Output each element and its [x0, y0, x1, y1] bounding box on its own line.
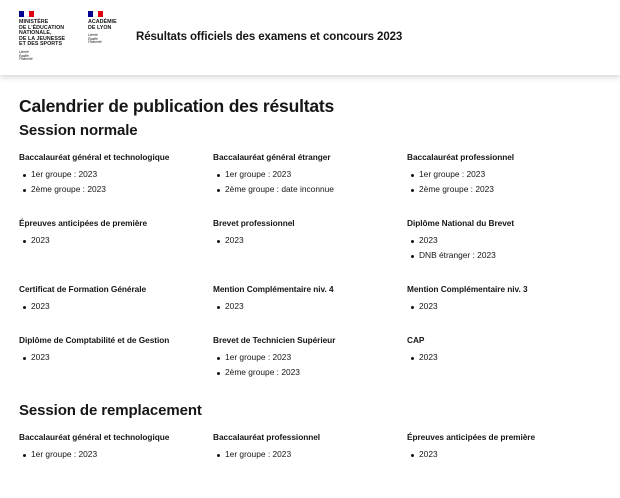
result-item: 1er groupe : 2023 [19, 167, 213, 182]
exam-grid [19, 152, 609, 401]
exam-name: Mention Complémentaire niv. 3 [407, 284, 528, 294]
exam-name: Baccalauréat général et technologique [19, 432, 170, 442]
result-list [407, 299, 601, 314]
ministere-logo[interactable] [19, 11, 79, 62]
exam-name: Baccalauréat général et technologique [19, 152, 170, 162]
result-list [213, 447, 407, 462]
result-item: 2023 [407, 299, 601, 314]
session-title: Session de remplacement [19, 402, 202, 419]
result-item: 1er groupe : 2023 [213, 350, 407, 365]
page-title: Calendrier de publication des résultats [19, 96, 335, 116]
exam-card [213, 335, 407, 401]
result-item: 2ème groupe : 2023 [213, 365, 407, 380]
result-item: 2023 [407, 447, 601, 462]
result-item: 1er groupe : 2023 [213, 167, 407, 182]
result-item: 2023 [213, 233, 407, 248]
exam-card [19, 335, 213, 401]
result-list [19, 167, 213, 197]
result-list [407, 233, 601, 263]
result-item: DNB étranger : 2023 [407, 248, 601, 263]
result-list [19, 299, 213, 314]
result-item: 2ème groupe : date inconnue [213, 182, 407, 197]
result-list [19, 350, 213, 365]
site-title[interactable]: Résultats officiels des examens et concours 2023 [136, 31, 403, 43]
academie-name: ACADÉMIE DE LYON [88, 19, 117, 31]
result-item: 2ème groupe : 2023 [19, 182, 213, 197]
exam-name: Diplôme National du Brevet [407, 218, 515, 228]
ministere-motto: Liberté Égalité Fraternité [19, 49, 33, 62]
ministere-name: MINISTÈRE DE L'ÉDUCATION NATIONALE, DE LA JEUNESSE ET DES SPORTS [19, 19, 66, 48]
result-list [407, 167, 601, 197]
exam-card [213, 284, 407, 335]
result-list [19, 233, 213, 248]
result-item: 1er groupe : 2023 [213, 447, 407, 462]
exam-name: Baccalauréat professionnel [213, 432, 321, 442]
academie-motto: Liberté Égalité Fraternité [88, 33, 102, 45]
exam-grid [19, 432, 609, 498]
result-list [213, 350, 407, 380]
site-header [0, 0, 620, 75]
result-list [407, 447, 601, 462]
exam-card [407, 335, 601, 401]
result-item: 2023 [19, 350, 213, 365]
exam-card [213, 152, 407, 218]
exam-name: CAP [407, 335, 425, 345]
exam-name: Épreuves anticipées de première [19, 218, 148, 228]
result-item: 2023 [213, 299, 407, 314]
exam-card [19, 152, 213, 218]
result-item: 2023 [19, 299, 213, 314]
exam-card [19, 284, 213, 335]
exam-name: Diplôme de Comptabilité et de Gestion [19, 335, 170, 345]
result-item: 2023 [407, 350, 601, 365]
result-item: 2023 [407, 233, 601, 248]
exam-card [407, 432, 601, 498]
result-list [19, 447, 213, 462]
french-flag-icon [19, 11, 34, 17]
exam-name: Baccalauréat professionnel [407, 152, 515, 162]
academie-logo[interactable] [88, 11, 128, 45]
result-list [213, 233, 407, 248]
exam-card [213, 432, 407, 498]
result-item: 2ème groupe : 2023 [407, 182, 601, 197]
exam-card [407, 152, 601, 218]
exam-name: Épreuves anticipées de première [407, 432, 536, 442]
exam-name: Brevet de Technicien Supérieur [213, 335, 336, 345]
result-item: 1er groupe : 2023 [407, 167, 601, 182]
exam-card [19, 218, 213, 284]
result-item: 1er groupe : 2023 [19, 447, 213, 462]
exam-name: Certificat de Formation Générale [19, 284, 147, 294]
exam-card [407, 218, 601, 284]
session-title: Session normale [19, 122, 138, 139]
result-list [213, 167, 407, 197]
main-content [19, 96, 609, 498]
result-list [213, 299, 407, 314]
exam-card [407, 284, 601, 335]
result-list [407, 350, 601, 365]
exam-name: Mention Complémentaire niv. 4 [213, 284, 334, 294]
exam-name: Brevet professionnel [213, 218, 295, 228]
exam-name: Baccalauréat général étranger [213, 152, 331, 162]
french-flag-icon [88, 11, 103, 17]
exam-card [213, 218, 407, 284]
result-item: 2023 [19, 233, 213, 248]
exam-card [19, 432, 213, 498]
